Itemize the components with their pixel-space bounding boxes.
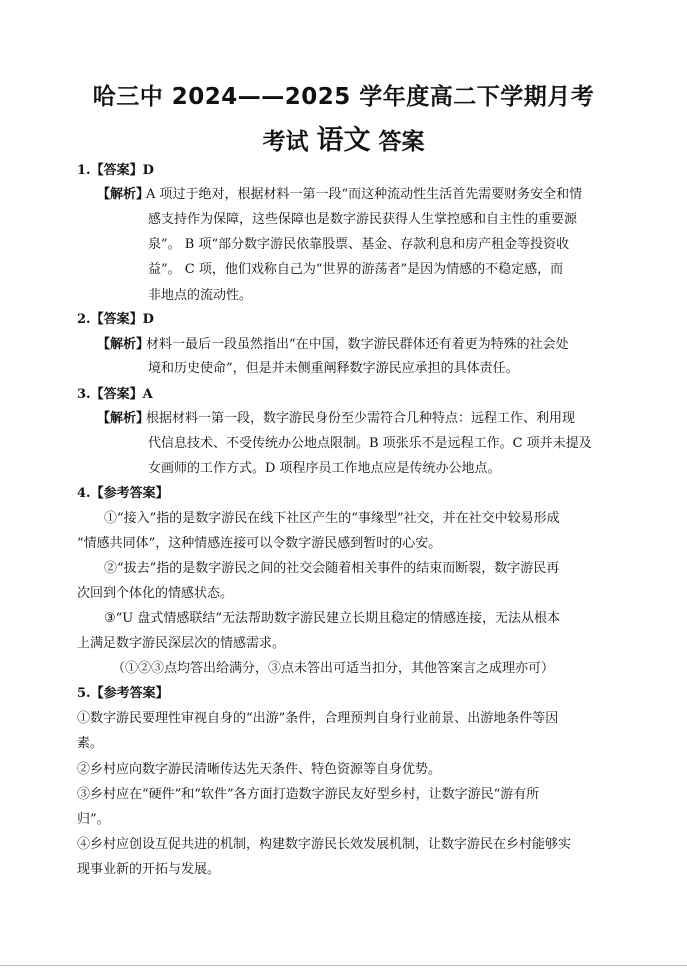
q4-answer-line: “情感共同体”，这种情感连接可以令数字游民感到暂时的心安。 (77, 536, 442, 551)
q5-answer-line: ③乡村应在“硬件”和“软件”各方面打造数字游民友好型乡村，让数字游民“游有所 (77, 787, 540, 802)
q3-answer: 3.【答案】A (77, 387, 153, 402)
q1-analysis-line: 泉”。 B 项“部分数字游民依靠股票、基金、存款利息和房产租金等投资收 (148, 237, 570, 252)
q4-answer-line: ①“接入”指的是数字游民在线下社区产生的“事缘型”社交，并在社交中较易形成 (104, 511, 560, 526)
q1-analysis-line: 非地点的流动性。 (148, 288, 253, 303)
q3-analysis-line: 女画师的工作方式。D 项程序员工作地点应是传统办公地点。 (148, 461, 501, 476)
q5-answer-line: 素。 (77, 736, 104, 751)
q4-answer-line: ③“U 盘式情感联结”无法帮助数字游民建立长期且稳定的情感连接，无法从根本 (104, 611, 561, 626)
q1-analysis-line: A 项过于绝对，根据材料一第一段“而这种流动性生活首先需要财务安全和情 (146, 187, 583, 202)
q3-analysis-line: 根据材料一第一段，数字游民身份至少需符合几种特点：远程工作、利用现 (146, 411, 576, 426)
subtitle-exam: 考试 (262, 129, 309, 155)
q4-answer: 4.【参考答案】 (77, 486, 169, 501)
subtitle-subject: 语文 (316, 125, 371, 156)
q1-analysis-line: 益”。 C 项，他们戏称自己为“世界的游荡者”是因为情感的不稳定感，而 (148, 262, 564, 277)
q5-answer-line: 归”。 (77, 812, 110, 827)
subtitle-answer: 答案 (378, 129, 425, 155)
q3-analysis-line: 代信息技术、不受传统办公地点限制。B 项张乐不是远程工作。C 项并未提及 (148, 436, 592, 451)
q2-analysis-label: 【解析】 (97, 337, 150, 352)
q1-analysis-label: 【解析】 (97, 187, 150, 202)
q1-answer: 1.【答案】D (77, 163, 154, 178)
page-title: 哈三中 2024——2025 学年度高二下学期月考 (92, 84, 595, 110)
q2-analysis-line: 材料一最后一段虽然指出“在中国，数字游民群体还有着更为特殊的社会处 (146, 337, 569, 352)
q2-answer: 2.【答案】D (77, 312, 154, 327)
q4-answer-line: ②“拔去”指的是数字游民之间的社交会随着相关事件的结束而断裂，数字游民再 (104, 561, 560, 576)
q4-scoring-note: （①②③点均答出给满分，③点未答出可适当扣分，其他答案言之成理亦可） (112, 661, 555, 676)
q2-analysis-line: 境和历史使命”，但是并未侧重阐释数字游民应承担的具体责任。 (148, 361, 519, 376)
q1-analysis-line: 感支持作为保障，这些保障也是数字游民获得人生掌控感和自主性的重要源 (148, 212, 578, 227)
q5-answer-line: 现事业新的开拓与发展。 (77, 862, 221, 877)
page-bottom-edge (0, 965, 687, 966)
q5-answer-line: ①数字游民要理性审视自身的“出游”条件，合理预判自身行业前景、出游地条件等因 (77, 711, 559, 726)
page-subtitle (0, 118, 687, 157)
q3-analysis-label: 【解析】 (97, 411, 150, 426)
q4-answer-line: 次回到个体化的情感状态。 (77, 586, 234, 601)
q5-answer: 5.【参考答案】 (77, 686, 169, 701)
q5-answer-line: ④乡村应创设互促共进的机制，构建数字游民长效发展机制，让数字游民在乡村能够实 (77, 837, 572, 852)
q5-answer-line: ②乡村应向数字游民清晰传达先天条件、特色资源等自身优势。 (77, 762, 442, 777)
q4-answer-line: 上满足数字游民深层次的情感需求。 (77, 636, 286, 651)
